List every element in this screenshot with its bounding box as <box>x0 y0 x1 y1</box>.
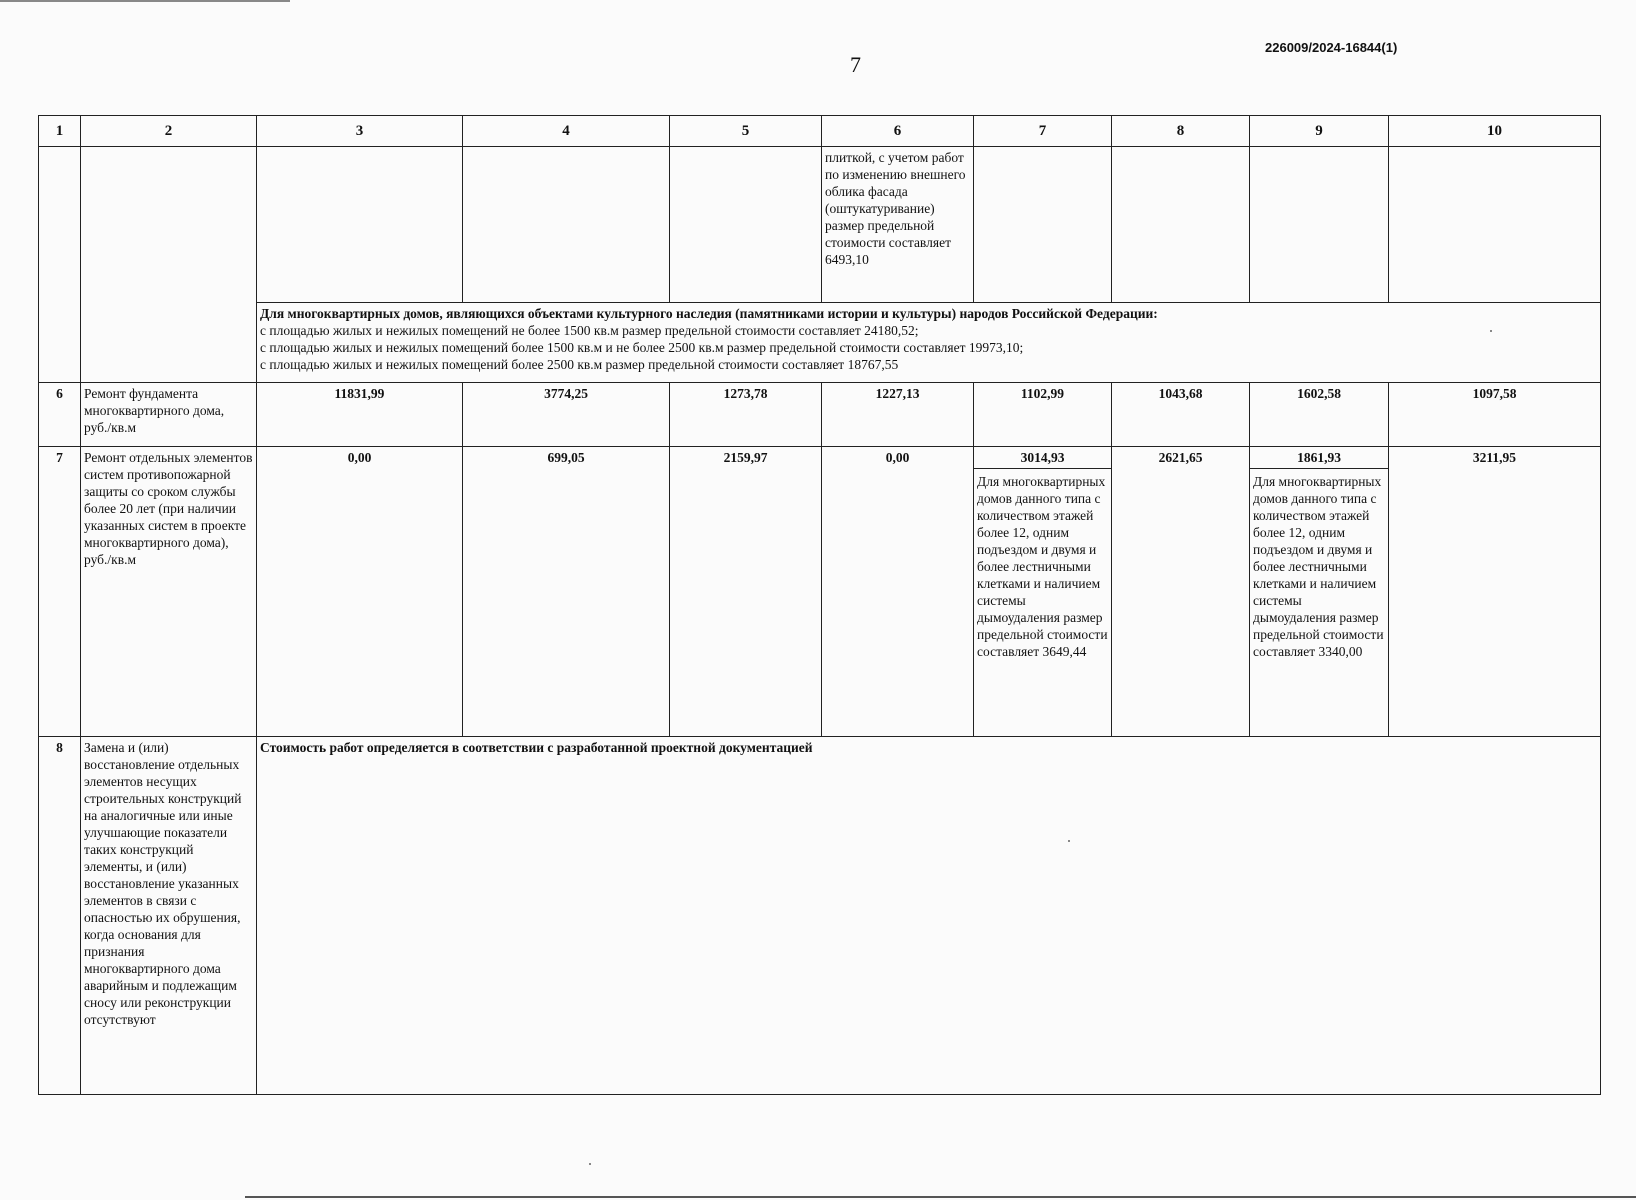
scan-speck <box>1068 840 1070 842</box>
value-cell: 0,00 <box>822 447 974 737</box>
cont-cell-8 <box>1112 147 1250 303</box>
value-cell: 1097,58 <box>1389 383 1601 447</box>
heritage-note <box>257 303 1601 383</box>
header-row <box>39 116 1601 147</box>
value-cell: 1861,93 <box>1250 447 1388 469</box>
span-note: Стоимость работ определяется в соответствии с разработанной проектной документацией <box>257 737 1601 1095</box>
value-cell: 2621,65 <box>1112 447 1250 737</box>
cont-cell-4 <box>463 147 670 303</box>
continuation-row <box>39 147 1601 303</box>
row-name: Ремонт фундамента многоквартирного дома, руб./кв.м <box>81 383 257 447</box>
value-cell-with-note <box>974 447 1112 737</box>
value-cell: 3774,25 <box>463 383 670 447</box>
value-cell: 699,05 <box>463 447 670 737</box>
cont-cell-2 <box>81 147 257 383</box>
header-col-10: 10 <box>1389 116 1601 147</box>
header-col-4: 4 <box>463 116 670 147</box>
cont-cell-1 <box>39 147 81 383</box>
header-col-1: 1 <box>39 116 81 147</box>
heritage-line-1: Для многоквартирных домов, являющихся объектами культурного наследия (памятниками истории и культуры) народов Российской Федерации: <box>260 306 1158 321</box>
heritage-line-2: с площадью жилых и нежилых помещений не более 1500 кв.м размер предельной стоимости составляет 24180,52; <box>260 323 919 338</box>
cell-note: Для многоквартирных домов данного типа с количеством этажей более 12, одним подъездом и двумя и более лестничными клетками и наличием системы дымоудаления размер предельной стоимости составляет 3340,00 <box>1253 474 1384 659</box>
value-cell: 1043,68 <box>1112 383 1250 447</box>
row-number: 8 <box>39 737 81 1095</box>
row-name: Ремонт отдельных элементов систем противопожарной защиты со сроком службы более 20 лет (при наличии указанных систем в проекте многоквартирного дома), руб./кв.м <box>81 447 257 737</box>
row-name: Замена и (или) восстановление отдельных элементов несущих строительных конструкций на аналогичные или иные улучшающие показатели таких конструкций элементы, и (или) восстановление указанных элементов в связи с опасностью их обрушения, когда основания для признания многоквартирного дома аварийным и подлежащим сносу или реконструкции отсутствуют <box>81 737 257 1095</box>
cont-cell-5 <box>670 147 822 303</box>
value-cell: 1227,13 <box>822 383 974 447</box>
cont-cell-6: плиткой, с учетом работ по изменению внешнего облика фасада (оштукатуривание) размер предельной стоимости составляет 6493,10 <box>822 147 974 303</box>
table-row <box>39 737 1601 1095</box>
row-number: 7 <box>39 447 81 737</box>
cont-cell-3 <box>257 147 463 303</box>
value-cell: 3211,95 <box>1389 447 1601 737</box>
scan-speck <box>1490 330 1492 332</box>
header-col-2: 2 <box>81 116 257 147</box>
table-row <box>39 447 1601 737</box>
document-id: 226009/2024-16844(1) <box>1265 40 1398 55</box>
header-col-8: 8 <box>1112 116 1250 147</box>
cont-cell-7 <box>974 147 1112 303</box>
value-cell: 0,00 <box>257 447 463 737</box>
cost-table <box>38 115 1601 1095</box>
value-cell: 2159,97 <box>670 447 822 737</box>
scan-edge-top <box>0 0 290 2</box>
header-col-3: 3 <box>257 116 463 147</box>
value-cell-with-note <box>1250 447 1389 737</box>
cont-cell-10 <box>1389 147 1601 303</box>
scan-edge-bottom <box>245 1196 1636 1198</box>
value-cell: 1102,99 <box>974 383 1112 447</box>
heritage-line-3: с площадью жилых и нежилых помещений более 1500 кв.м и не более 2500 кв.м размер предельной стоимости составляет 19973,10; <box>260 340 1024 355</box>
header-col-9: 9 <box>1250 116 1389 147</box>
heritage-row <box>39 303 1601 383</box>
page-number: 7 <box>850 52 861 77</box>
value-cell: 11831,99 <box>257 383 463 447</box>
heritage-line-4: с площадью жилых и нежилых помещений более 2500 кв.м размер предельной стоимости составляет 18767,55 <box>260 357 899 372</box>
value-cell: 1273,78 <box>670 383 822 447</box>
header-col-6: 6 <box>822 116 974 147</box>
row-number: 6 <box>39 383 81 447</box>
value-cell: 3014,93 <box>974 447 1111 469</box>
cont-cell-9 <box>1250 147 1389 303</box>
scan-speck <box>589 1163 591 1165</box>
cell-note: Для многоквартирных домов данного типа с количеством этажей более 12, одним подъездом и двумя и более лестничными клетками и наличием системы дымоудаления размер предельной стоимости составляет 3649,44 <box>977 474 1108 659</box>
value-cell: 1602,58 <box>1250 383 1389 447</box>
table-row <box>39 383 1601 447</box>
header-col-7: 7 <box>974 116 1112 147</box>
header-col-5: 5 <box>670 116 822 147</box>
